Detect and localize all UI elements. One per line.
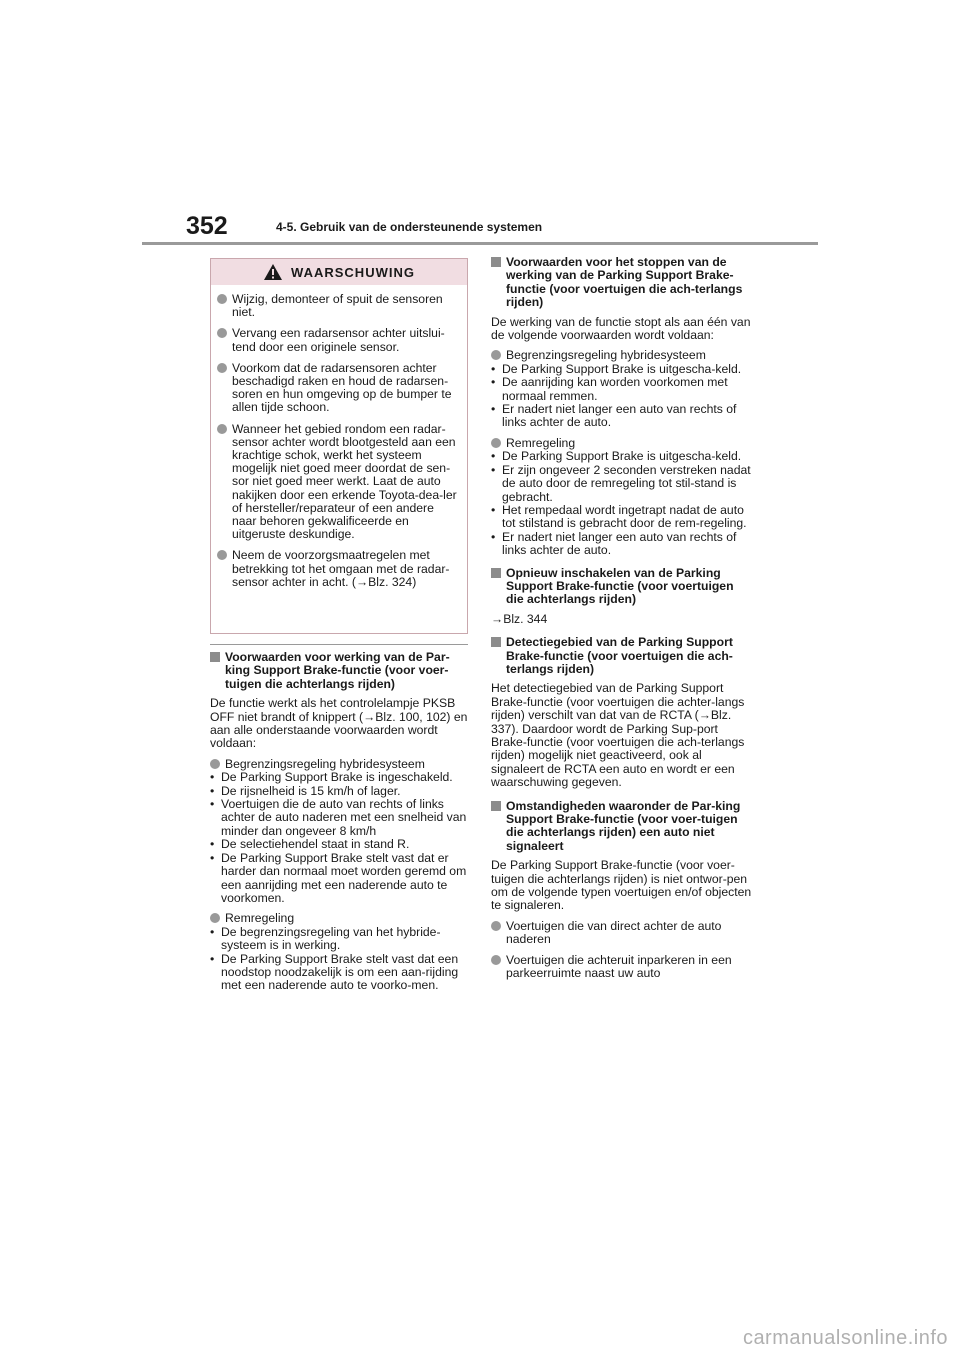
bullet-dot-icon <box>491 438 501 448</box>
warning-box <box>210 258 468 634</box>
paragraph: Het detectiegebied van de Parking Support Brake-functie (voor voertuigen die achter-langs rijden) verschilt van dat van de RCTA (→Blz. 337). Daardoor wordt de Parking Sup-port Brake-functie (voor voertuigen die ach-terlangs rijden) mogelijk niet geactiveerd, ook al signaleert de RCTA een auto en wordt er een waarschuwing gegeven. <box>491 681 745 790</box>
bullet-group-title: Begrenzingsregeling hybridesysteem <box>225 756 425 771</box>
sub-list <box>491 363 753 430</box>
warning-item: Vervang een radarsensor achter uitslui-tend door een originele sensor. <box>215 327 461 353</box>
list-item: • Er nadert niet langer een auto van rechts of links achter de auto. <box>491 531 753 558</box>
bullet-item: Voertuigen die van direct achter de auto naderen <box>491 920 753 947</box>
subsection-heading: Detectiegebied van de Parking Support Brake-functie (voor voertuigen die ach-terlangs rijden) <box>491 636 753 676</box>
square-bullet-icon <box>210 652 220 662</box>
list-item: • De Parking Support Brake stelt vast dat een noodstop noodzakelijk is om een aan-rijding met een naderende auto te voorko-men. <box>210 953 470 993</box>
bullet-dot-icon <box>217 294 227 304</box>
list-item: • Er nadert niet langer een auto van rechts of links achter de auto. <box>491 403 753 430</box>
warning-title: WAARSCHUWING <box>291 264 415 280</box>
warning-header <box>211 259 467 285</box>
paragraph: De werking van de functie stopt als aan één van de volgende voorwaarden wordt voldaan: <box>491 314 751 343</box>
watermark: carmanualsonline.info <box>742 1327 948 1349</box>
list-item: • Voertuigen die de auto van rechts of links achter de auto naderen met een snelheid van minder dan ongeveer 8 km/h <box>210 798 470 838</box>
subsection-heading: Omstandigheden waaronder de Par-king Support Brake-functie (voor voer-tuigen die achterlangs rijden) een auto niet signaleert <box>491 800 753 854</box>
bullet-group <box>210 758 470 771</box>
list-item: • De Parking Support Brake is uitgescha-keld. <box>491 363 753 376</box>
header-divider <box>142 242 818 245</box>
subsection-heading: Opnieuw inschakelen van de Parking Support Brake-functie (voor voertuigen die achterlangs rijden) <box>491 567 753 607</box>
page-number: 352 <box>186 212 228 240</box>
bullet-dot-icon <box>210 759 220 769</box>
list-item: • De Parking Support Brake is uitgescha-keld. <box>491 450 753 463</box>
bullet-group-title: Begrenzingsregeling hybridesysteem <box>506 348 706 363</box>
bullet-dot-icon <box>217 550 227 560</box>
subsection-heading: Voorwaarden voor werking van de Par-king Support Brake-functie (voor voer-tuigen die achterlangs rijden) <box>210 651 470 691</box>
list-item: • De aanrijding kan worden voorkomen met normaal remmen. <box>491 376 753 403</box>
section-title: 4-5. Gebruik van de ondersteunende systemen <box>276 220 543 234</box>
list-item: • De begrenzingsregeling van het hybride-systeem is in werking. <box>210 926 470 953</box>
sub-list <box>210 771 470 905</box>
sub-list <box>491 450 753 557</box>
right-column <box>491 256 753 981</box>
bullet-group <box>210 912 470 925</box>
bullet-group-title: Remregeling <box>225 911 295 926</box>
bullet-item: Voertuigen die achteruit inparkeren in een parkeerruimte naast uw auto <box>491 954 753 981</box>
page-reference-link[interactable]: →Blz. 344 <box>491 611 548 626</box>
square-bullet-icon <box>491 568 501 578</box>
bullet-dot-icon <box>491 350 501 360</box>
sub-list <box>210 926 470 993</box>
warning-item: Neem de voorzorgsmaatregelen met betrekking tot het omgaan met de radar-sensor achter in acht. (→Blz. 324) <box>215 549 461 589</box>
section-divider <box>210 644 468 645</box>
bullet-dot-icon <box>217 363 227 373</box>
left-column <box>210 644 470 993</box>
paragraph: De Parking Support Brake-functie (voor voer-tuigen die achterlangs rijden) is niet ontwor-pen om de volgende typen voertuigen en/of objecten te signaleren. <box>491 858 752 913</box>
list-item: • De Parking Support Brake stelt vast dat er harder dan normaal moet worden geremd om een aanrijding met een naderende auto te voorkomen. <box>210 852 470 906</box>
list-item: • Er zijn ongeveer 2 seconden verstreken nadat de auto door de remregeling tot stil-stand is gebracht. <box>491 464 753 504</box>
list-item: • De Parking Support Brake is ingeschakeld. <box>210 771 470 784</box>
warning-triangle-icon <box>263 263 283 281</box>
bullet-dot-icon <box>210 913 220 923</box>
list-item: • Het rempedaal wordt ingetrapt nadat de auto tot stilstand is gebracht door de rem-regeling. <box>491 504 753 531</box>
square-bullet-icon <box>491 801 501 811</box>
warning-item: Wanneer het gebied rondom een radar-sensor achter wordt blootgesteld aan een krachtige schok, werkt het systeem mogelijk niet goed meer doordat de sen-sor niet goed meer werkt. Laat de auto nakijken door een erkende Toyota-dea-ler of hersteller/reparateur of een andere naar behoren gekwalificeerde en uitgeruste deskundige. <box>215 423 461 542</box>
list-item: • De selectiehendel staat in stand R. <box>210 838 470 851</box>
bullet-dot-icon <box>491 955 501 965</box>
bullet-dot-icon <box>491 921 501 931</box>
square-bullet-icon <box>491 257 501 267</box>
warning-item: Voorkom dat de radarsensoren achter beschadigd raken en houd de radarsen-soren en hun omgeving op de bumper te allen tijde schoon. <box>215 362 461 415</box>
bullet-group-title: Remregeling <box>506 435 576 450</box>
list-item: • De rijsnelheid is 15 km/h of lager. <box>210 785 470 798</box>
bullet-dot-icon <box>217 328 227 338</box>
warning-item: Wijzig, demonteer of spuit de sensoren niet. <box>215 293 461 319</box>
bullet-group <box>491 437 753 450</box>
bullet-group <box>491 349 753 362</box>
square-bullet-icon <box>491 637 501 647</box>
bullet-dot-icon <box>217 424 227 434</box>
paragraph: De functie werkt als het controlelampje PKSB OFF niet brandt of knippert (→Blz. 100, 102) en aan alle onderstaande voorwaarden wordt voldaan: <box>210 696 468 751</box>
subsection-heading: Voorwaarden voor het stoppen van de werking van de Parking Support Brake-functie (voor voertuigen die ach-terlangs rijden) <box>491 256 753 310</box>
